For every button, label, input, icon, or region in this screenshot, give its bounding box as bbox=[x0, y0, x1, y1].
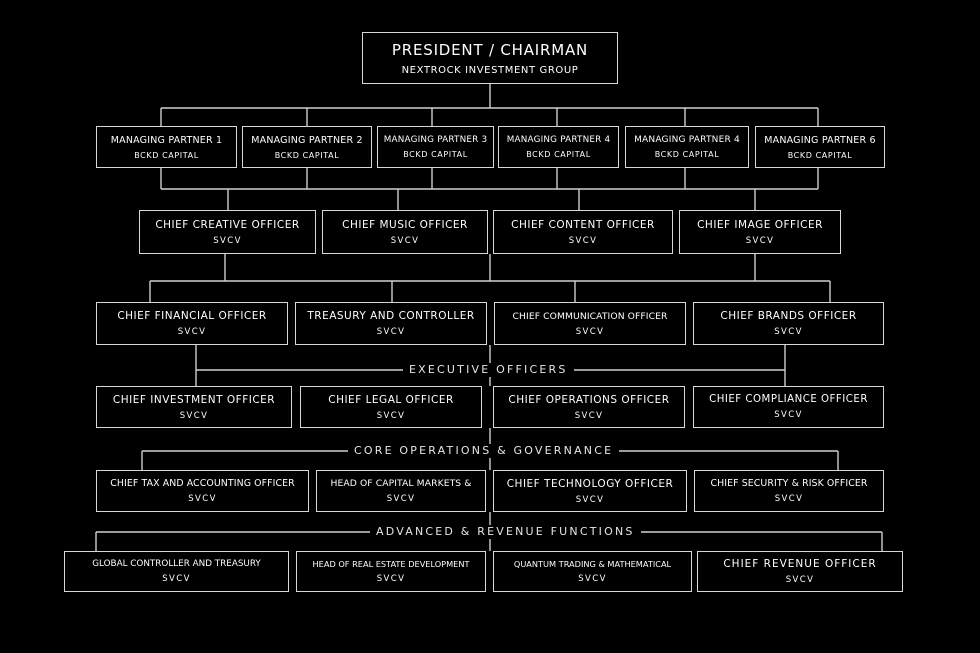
quantum-trading-box[interactable] bbox=[493, 551, 692, 592]
box-subtitle: SVCV bbox=[575, 326, 605, 337]
box-subtitle: BCKD CAPITAL bbox=[134, 150, 199, 160]
box-title: HEAD OF CAPITAL MARKETS & bbox=[330, 478, 472, 489]
box-title: CHIEF CONTENT OFFICER bbox=[511, 218, 655, 231]
box-subtitle: SVCV bbox=[774, 410, 803, 420]
chief-legal-officer-box[interactable] bbox=[300, 386, 482, 428]
chief-security-risk-officer-box[interactable] bbox=[694, 470, 884, 512]
box-subtitle: BCKD CAPITAL bbox=[403, 150, 468, 159]
chief-brands-officer-box[interactable] bbox=[693, 302, 884, 345]
box-subtitle: SVCV bbox=[785, 575, 815, 585]
box-subtitle: BCKD CAPITAL bbox=[274, 150, 340, 160]
chief-compliance-officer-box[interactable] bbox=[693, 386, 884, 428]
box-subtitle: NEXTROCK INVESTMENT GROUP bbox=[401, 64, 579, 76]
box-subtitle: BCKD CAPITAL bbox=[526, 150, 591, 159]
section-label-executive-officers: EXECUTIVE OFFICERS bbox=[403, 363, 574, 377]
section-label-advanced-revenue: ADVANCED & REVENUE FUNCTIONS bbox=[370, 525, 641, 539]
chief-tax-accounting-officer-box[interactable] bbox=[96, 470, 309, 512]
box-title: CHIEF OPERATIONS OFFICER bbox=[508, 393, 670, 406]
box-title: CHIEF SECURITY & RISK OFFICER bbox=[710, 478, 868, 489]
box-title: CHIEF REVENUE OFFICER bbox=[723, 558, 877, 570]
box-title: CHIEF BRANDS OFFICER bbox=[720, 310, 857, 322]
box-title: CHIEF CREATIVE OFFICER bbox=[155, 218, 300, 231]
box-subtitle: BCKD CAPITAL bbox=[654, 150, 720, 159]
box-title: PRESIDENT / CHAIRMAN bbox=[391, 40, 589, 59]
managing-partner-box[interactable] bbox=[755, 126, 885, 168]
managing-partner-box[interactable] bbox=[242, 126, 372, 168]
box-title: CHIEF LEGAL OFFICER bbox=[328, 393, 454, 406]
treasury-controller-box[interactable] bbox=[295, 302, 487, 345]
box-title: HEAD OF REAL ESTATE DEVELOPMENT bbox=[312, 559, 470, 569]
chief-content-officer-box[interactable] bbox=[493, 210, 673, 254]
managing-partner-box[interactable] bbox=[377, 126, 494, 168]
box-title: MANAGING PARTNER 2 bbox=[251, 134, 363, 146]
managing-partner-box[interactable] bbox=[625, 126, 749, 168]
box-title: QUANTUM TRADING & MATHEMATICAL bbox=[513, 559, 672, 569]
chief-technology-officer-box[interactable] bbox=[493, 470, 687, 512]
head-capital-markets-box[interactable] bbox=[316, 470, 486, 512]
box-subtitle: SVCV bbox=[568, 235, 598, 246]
box-subtitle: SVCV bbox=[376, 574, 406, 584]
box-subtitle: SVCV bbox=[376, 327, 406, 337]
box-title: MANAGING PARTNER 6 bbox=[764, 134, 876, 146]
chief-music-officer-box[interactable] bbox=[322, 210, 488, 254]
president-chairman-box[interactable] bbox=[362, 32, 618, 84]
box-subtitle: SVCV bbox=[386, 494, 416, 504]
box-title: CHIEF MUSIC OFFICER bbox=[342, 218, 468, 231]
box-subtitle: SVCV bbox=[213, 235, 242, 246]
chief-communication-officer-box[interactable] bbox=[494, 302, 686, 345]
box-subtitle: SVCV bbox=[575, 494, 605, 505]
box-subtitle: SVCV bbox=[774, 494, 804, 504]
chief-investment-officer-box[interactable] bbox=[96, 386, 292, 428]
chief-revenue-officer-box[interactable] bbox=[697, 551, 903, 592]
box-title: MANAGING PARTNER 4 bbox=[634, 135, 740, 145]
chief-financial-officer-box[interactable] bbox=[96, 302, 288, 345]
box-title: CHIEF INVESTMENT OFFICER bbox=[112, 393, 276, 406]
box-subtitle: SVCV bbox=[574, 410, 604, 421]
box-subtitle: SVCV bbox=[774, 327, 803, 337]
box-subtitle: SVCV bbox=[376, 410, 406, 421]
box-title: MANAGING PARTNER 4 bbox=[506, 135, 611, 145]
box-title: CHIEF FINANCIAL OFFICER bbox=[117, 310, 267, 322]
box-title: CHIEF TECHNOLOGY OFFICER bbox=[506, 477, 674, 490]
chief-operations-officer-box[interactable] bbox=[493, 386, 685, 428]
box-title: CHIEF IMAGE OFFICER bbox=[697, 218, 823, 231]
chief-creative-officer-box[interactable] bbox=[139, 210, 316, 254]
box-title: MANAGING PARTNER 1 bbox=[110, 134, 223, 146]
head-real-estate-development-box[interactable] bbox=[296, 551, 486, 592]
box-title: TREASURY AND CONTROLLER bbox=[307, 310, 475, 322]
box-subtitle: SVCV bbox=[745, 235, 775, 246]
global-controller-treasury-box[interactable] bbox=[64, 551, 289, 592]
box-subtitle: SVCV bbox=[179, 410, 209, 421]
box-title: CHIEF TAX AND ACCOUNTING OFFICER bbox=[110, 478, 295, 489]
section-label-core-operations: CORE OPERATIONS & GOVERNANCE bbox=[348, 444, 619, 458]
box-subtitle: SVCV bbox=[162, 574, 191, 584]
box-subtitle: SVCV bbox=[390, 235, 420, 246]
box-subtitle: SVCV bbox=[177, 327, 207, 337]
box-title: GLOBAL CONTROLLER AND TREASURY bbox=[92, 559, 261, 569]
box-title: MANAGING PARTNER 3 bbox=[383, 135, 488, 145]
box-subtitle: SVCV bbox=[188, 494, 217, 504]
box-title: CHIEF COMPLIANCE OFFICER bbox=[709, 394, 868, 405]
chief-image-officer-box[interactable] bbox=[679, 210, 841, 254]
box-subtitle: BCKD CAPITAL bbox=[787, 150, 853, 160]
managing-partner-box[interactable] bbox=[498, 126, 619, 168]
managing-partner-box[interactable] bbox=[96, 126, 237, 168]
box-title: CHIEF COMMUNICATION OFFICER bbox=[512, 310, 668, 322]
box-subtitle: SVCV bbox=[578, 574, 607, 584]
